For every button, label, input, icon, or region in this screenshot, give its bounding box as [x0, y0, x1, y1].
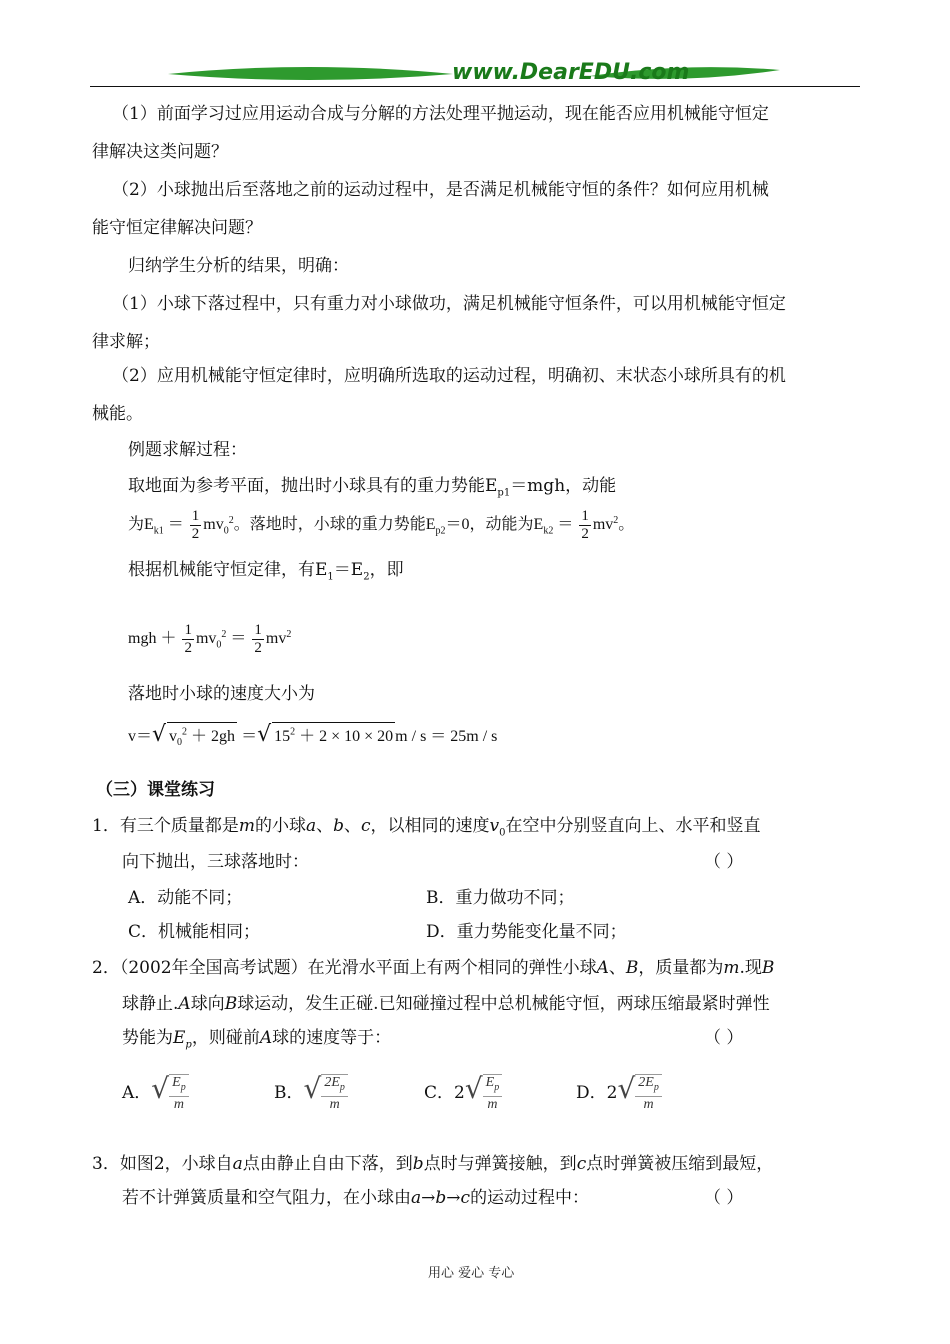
problem-1: 1．有三个质量都是m的小球a、b、c，以相同的速度$v_0$在空中分别竖直向上、水平和竖直	[92, 816, 761, 839]
practice-heading: （三）课堂练习	[96, 780, 215, 800]
problem-2-option-d[interactable]: D．2√ $\frac{2E_p}{m}$	[576, 1074, 662, 1113]
question-1-cont: 律解决这类问题？	[92, 142, 228, 162]
problem-1-paren[interactable]: （ ）	[704, 852, 744, 872]
swoosh-left-icon	[168, 64, 453, 84]
answer-1: （1）小球下落过程中，只有重力对小球做功，满足机械能守恒条件，可以用机械能守恒定	[112, 294, 786, 314]
problem-3-paren[interactable]: （ ）	[704, 1188, 744, 1208]
problem-3: 3．如图2，小球自a点由静止自由下落，到b点时与弹簧接触，到c点时弹簧被压缩到最短，	[92, 1154, 774, 1174]
problem-1-cont: 向下抛出，三球落地时：	[122, 852, 309, 872]
site-name: www.DearEDU.com	[452, 60, 690, 85]
question-2: （2）小球抛出后至落地之前的运动过程中，是否满足机械能守恒的条件？如何应用机械	[112, 180, 769, 200]
question-1: （1）前面学习过应用运动合成与分解的方法处理平抛运动，现在能否应用机械能守恒定	[112, 104, 769, 124]
problem-1-option-b[interactable]: B．重力做功不同；	[426, 888, 575, 908]
problem-2-paren[interactable]: （ ）	[704, 1028, 744, 1048]
problem-2-line-3: 势能为$E_p$，则碰前A球的速度等于：	[122, 1028, 392, 1051]
problem-1-option-a[interactable]: A．动能不同；	[128, 888, 243, 908]
answer-1-cont: 律求解；	[92, 332, 160, 352]
problem-2-option-b[interactable]: B．√ $\frac{2E_p}{m}$	[274, 1074, 348, 1113]
speed-equation: v＝√ $v_0^2 + 2gh$ ＝√ $15^2 + 2 \times 10 \times 20$ m / s ＝ 25m / s	[128, 722, 498, 749]
header-rule	[90, 86, 860, 87]
problem-1-option-d[interactable]: D．重力势能变化量不同；	[426, 922, 627, 942]
problem-3-cont: 若不计弹簧质量和空气阻力，在小球由a→b→c的运动过程中：	[122, 1188, 590, 1208]
problem-2-line-2: 球静止.A球向B球运动，发生正碰.已知碰撞过程中总机械能守恒，两球压缩最紧时弹性	[122, 994, 770, 1014]
answer-2-cont: 械能。	[92, 404, 143, 424]
solution-line-2: 为$E_{k1}$ ＝ $\frac{1}{2}$ $mv_0^2$。落地时，小球的重力势能$E_{p2}=0$，动能为$E_{k2}$ ＝ $\frac{1}{2}$ $mv^2$。	[128, 508, 635, 542]
question-2-cont: 能守恒定律解决问题？	[92, 218, 262, 238]
summary-line: 归纳学生分析的结果，明确：	[128, 256, 349, 276]
energy-equation: mgh ＋ $\frac{1}{2}$ $mv_0^2$ ＝ $\frac{1}{2}$ $mv^2$	[128, 622, 292, 656]
footer-text: 用心 爱心 专心	[428, 1266, 515, 1281]
solution-title: 例题求解过程：	[128, 440, 247, 460]
solution-line-3: 根据机械能守恒定律，有$E_1=E_2$，即	[128, 560, 404, 583]
answer-2: （2）应用机械能守恒定律时，应明确所选取的运动过程，明确初、末状态小球所具有的机	[112, 366, 786, 386]
header-logo	[90, 58, 860, 90]
problem-2-option-c[interactable]: C．2√ $\frac{E_p}{m}$	[424, 1074, 502, 1113]
problem-2-option-a[interactable]: A．√ $\frac{E_p}{m}$	[122, 1074, 189, 1113]
solution-line-1: 取地面为参考平面，抛出时小球具有的重力势能$E_{p1}=mgh$，动能	[128, 476, 617, 499]
speed-label: 落地时小球的速度大小为	[128, 684, 315, 704]
problem-2: 2．（2002年全国高考试题）在光滑水平面上有两个相同的弹性小球A、B，质量都为m.现B	[92, 958, 775, 978]
problem-1-option-c[interactable]: C．机械能相同；	[128, 922, 261, 942]
